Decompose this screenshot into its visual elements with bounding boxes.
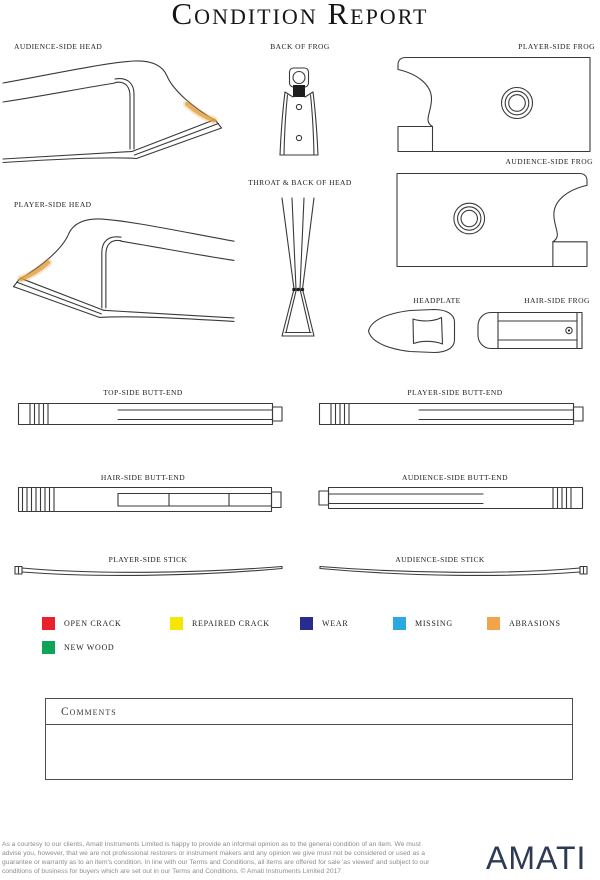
label-headplate: HEADPLATE — [413, 296, 461, 305]
frog-eye — [502, 88, 533, 119]
audience-side-stick-diagram — [318, 563, 588, 579]
label-hair-side-frog: HAIR-SIDE FROG — [524, 296, 590, 305]
bow-button — [273, 407, 283, 421]
missing-swatch — [393, 617, 406, 630]
legend-item-label: OPEN CRACK — [64, 619, 122, 628]
label-audience-side-stick: AUDIENCE-SIDE STICK — [395, 555, 485, 564]
label-audience-side-frog: AUDIENCE-SIDE FROG — [505, 157, 593, 166]
legend-item-label: NEW WOOD — [64, 643, 115, 652]
comments-header: Comments — [46, 699, 572, 725]
hair-side-frog-diagram — [476, 311, 584, 350]
hair-side-butt-end-diagram — [17, 486, 285, 514]
amati-logo: AMATI — [486, 840, 587, 876]
bow-button — [272, 492, 282, 508]
abrasions-swatch — [487, 617, 500, 630]
audience-side-butt-end-diagram — [316, 486, 584, 512]
label-throat-back-of-head: THROAT & BACK OF HEAD — [248, 178, 352, 187]
comments-section — [45, 698, 573, 780]
headplate-diagram — [366, 306, 458, 356]
label-hair-side-butt-end: HAIR-SIDE BUTT-END — [100, 473, 186, 482]
bow-button — [319, 491, 329, 505]
label-audience-side-butt-end: AUDIENCE-SIDE BUTT-END — [401, 473, 509, 482]
frog-eyelet — [296, 135, 301, 140]
new-wood-swatch — [42, 641, 55, 654]
legend-item-open-crack — [42, 617, 121, 630]
legend-item-wear — [300, 617, 348, 630]
label-top-side-butt-end: TOP-SIDE BUTT-END — [103, 388, 183, 397]
frog-button — [290, 68, 309, 87]
top-side-butt-end-diagram — [17, 402, 285, 428]
footer-disclaimer: As a courtesy to our clients, Amati Instruments Limited is happy to provide an informal opinion as to the general condition of an item. We must advise you, however, that we are not professional restorers or instrument makers and any opinion we give must not be considered or used as a guarantee or warranty as to an item's condition. In line with our Terms and Conditions, all items are offered for sale 'as viewed' and subject to our conditions of business for buyers which are set out in our Terms and Conditions. © Amati Instruments Limited 2017 — [2, 841, 430, 875]
legend-item-label: WEAR — [322, 619, 349, 628]
label-player-side-frog: PLAYER-SIDE FROG — [518, 42, 595, 51]
audience-side-frog-diagram — [393, 172, 591, 268]
legend-item-label: ABRASIONS — [509, 619, 561, 628]
abrasion-mark — [21, 262, 48, 279]
back-of-frog-diagram — [277, 67, 321, 159]
label-player-side-head: PLAYER-SIDE HEAD — [14, 200, 92, 209]
legend-item-abrasions — [487, 617, 561, 630]
bow-button — [574, 407, 584, 421]
player-side-frog-diagram — [395, 56, 593, 153]
label-player-side-stick: PLAYER-SIDE STICK — [108, 555, 188, 564]
legend-item-missing — [393, 617, 453, 630]
throat-back-of-head-diagram — [274, 192, 320, 344]
legend-item-label: MISSING — [415, 619, 453, 628]
open-crack-swatch — [42, 617, 55, 630]
repaired-crack-swatch — [170, 617, 183, 630]
audience-side-head-diagram — [3, 57, 225, 169]
legend-item-label: REPAIRED CRACK — [192, 619, 270, 628]
label-back-of-frog: BACK OF FROG — [270, 42, 330, 51]
label-audience-side-head: AUDIENCE-SIDE HEAD — [14, 42, 103, 51]
wear-swatch — [300, 617, 313, 630]
player-side-head-diagram — [5, 215, 239, 328]
label-player-side-butt-end: PLAYER-SIDE BUTT-END — [407, 388, 503, 397]
player-side-butt-end-diagram — [318, 402, 586, 428]
frog-eyelet — [296, 104, 301, 109]
legend-item-new-wood — [42, 641, 114, 654]
player-side-stick-diagram — [14, 563, 284, 579]
page-title: Condition Report — [171, 0, 429, 31]
legend-item-repaired-crack — [170, 617, 270, 630]
frog-eye — [454, 203, 485, 234]
comments-input[interactable] — [46, 725, 572, 786]
abrasion-mark — [187, 104, 214, 121]
